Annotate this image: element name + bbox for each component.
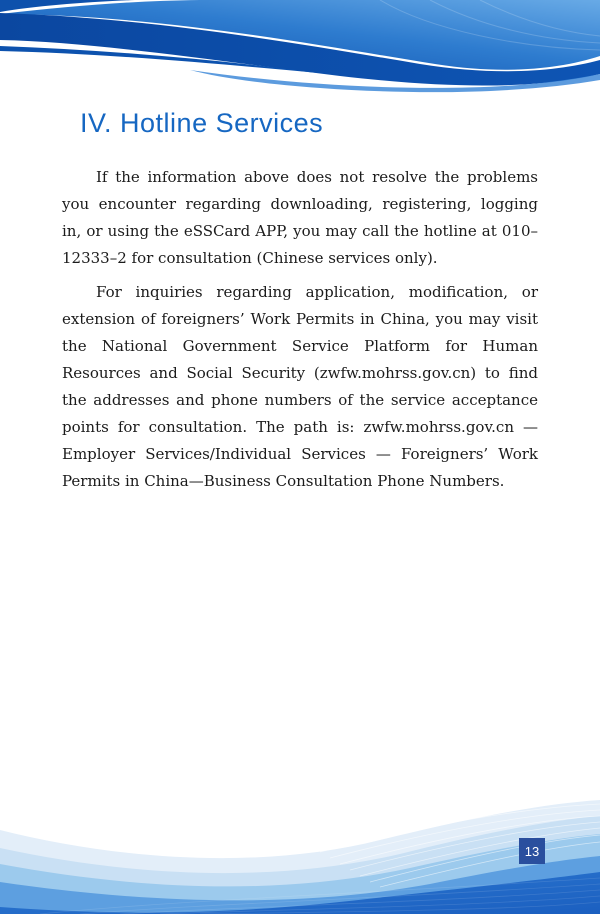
- bottom-wave-decoration: [0, 790, 600, 914]
- body-text-block: [62, 164, 538, 502]
- paragraph-work-permit: For inquiries regarding application, modification, or extension of foreigners’ Work Permits in China, you may visit the National Government Service Platform for Human Resources and Social Security (zwfw.mohrss.gov.cn) to find the addresses and phone numbers of the service acceptance points for consultation. The path is: zwfw.mohrss.gov.cn — Employer Services/Individual Services — Foreigners’ Work Permits in China—Business Consultation Phone Numbers.: [62, 283, 538, 490]
- section-heading: IV. Hotline Services: [80, 108, 324, 138]
- top-wave-decoration: [0, 0, 600, 96]
- paragraph-hotline: If the information above does not resolve the problems you encounter regarding downloading, registering, logging in, or using the eSSCard APP, you may call the hotline at 010–12333–2 for consultation (Chinese services only).: [62, 168, 538, 267]
- page-number-badge: 13: [519, 838, 545, 864]
